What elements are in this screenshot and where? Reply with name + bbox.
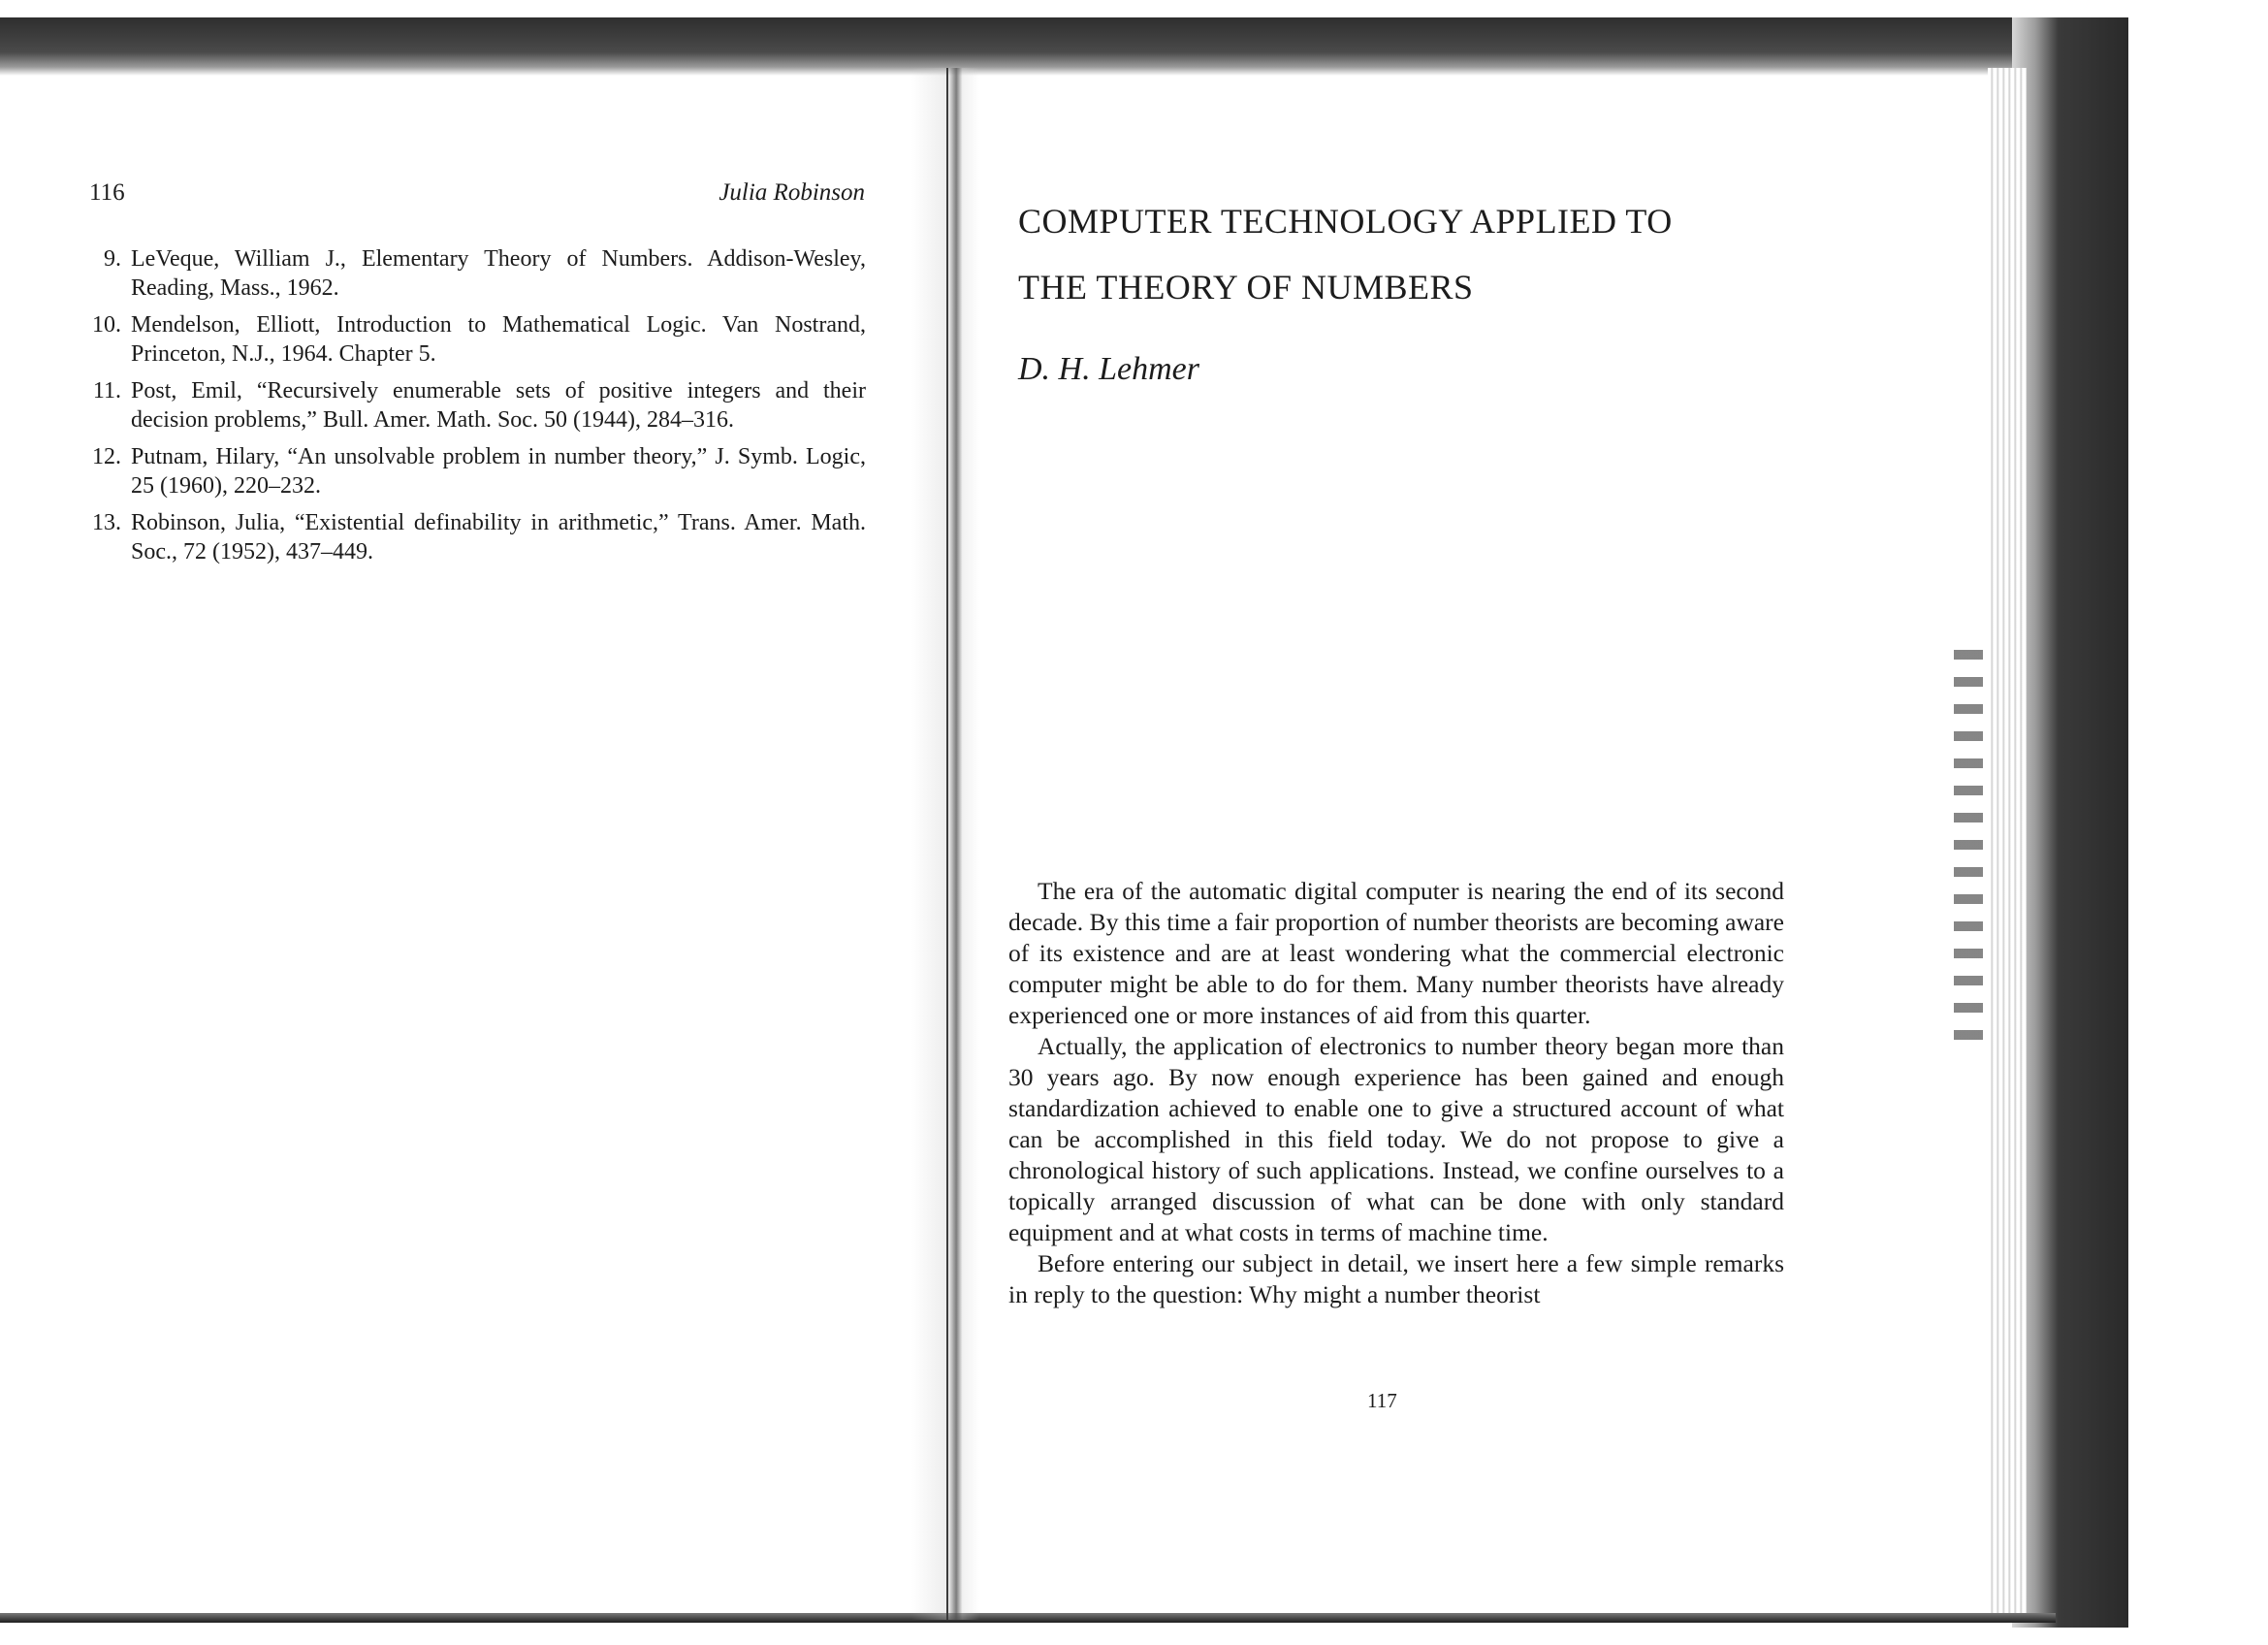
left-running-title: Julia Robinson bbox=[719, 179, 865, 206]
reference-number: 9. bbox=[104, 246, 121, 272]
article-body bbox=[1008, 876, 1784, 1310]
reference-text: Robinson, Julia, “Existential definability in arithmetic,” Trans. Amer. Math. Soc., 72 (1952), 437–449. bbox=[131, 510, 866, 564]
body-paragraph: Actually, the application of electronics to number theory began more than 30 years ago. By now enough experience has been gained and enough standardization achieved to enable one to give a structured account of what can be accomplished in this field today. We do not propose to give a chronological history of such applications. Instead, we confine ourselves to a topically arranged discussion of what can be done with only standard equipment and at what costs in terms of machine time. bbox=[1008, 1032, 1784, 1246]
reference-number: 11. bbox=[92, 378, 121, 403]
body-paragraph: Before entering our subject in detail, we insert here a few simple remarks in reply to the question: Why might a number theorist bbox=[1008, 1249, 1784, 1308]
reference-text: LeVeque, William J., Elementary Theory of Numbers. Addison-Wesley, Reading, Mass., 1962. bbox=[131, 246, 866, 301]
reference-item bbox=[82, 508, 866, 566]
reference-item bbox=[82, 442, 866, 500]
right-page-number: 117 bbox=[1367, 1389, 1397, 1412]
left-page-number: 116 bbox=[89, 179, 125, 206]
reference-item bbox=[82, 376, 866, 435]
reference-number: 12. bbox=[92, 444, 121, 469]
page-stack-edges bbox=[1988, 68, 2027, 1620]
book-cover-edge bbox=[2012, 17, 2128, 1628]
reference-list bbox=[82, 244, 866, 574]
article-title-line-2: THE THEORY OF NUMBERS bbox=[1018, 268, 1474, 306]
scanner-margin-top bbox=[0, 0, 2268, 19]
book-gutter bbox=[946, 68, 948, 1620]
scanner-shadow-top bbox=[0, 17, 2094, 76]
reference-number: 13. bbox=[92, 510, 121, 535]
article-author: D. H. Lehmer bbox=[1018, 351, 1199, 387]
reference-number: 10. bbox=[92, 312, 121, 338]
reference-item bbox=[82, 244, 866, 303]
ink-smudge bbox=[1954, 650, 1983, 1048]
reference-text: Putnam, Hilary, “An unsolvable problem in number theory,” J. Symb. Logic, 25 (1960), 220–232. bbox=[131, 444, 866, 499]
article-title-line-1: COMPUTER TECHNOLOGY APPLIED TO bbox=[1018, 202, 1673, 241]
book-spine-shadow bbox=[911, 68, 979, 1620]
body-paragraph: The era of the automatic digital computer is nearing the end of its second decade. By this time a fair proportion of number theorists are becoming aware of its existence and are at least wondering what the commercial electronic computer might be able to do for them. Many number theorists have already experienced one or more instances of aid from this quarter. bbox=[1008, 877, 1784, 1029]
reference-item bbox=[82, 310, 866, 369]
scanner-shadow-bottom bbox=[0, 1613, 2056, 1623]
reference-text: Post, Emil, “Recursively enumerable sets of positive integers and their decision problems,” Bull. Amer. Math. Soc. 50 (1944), 284–316. bbox=[131, 378, 866, 433]
reference-text: Mendelson, Elliott, Introduction to Mathematical Logic. Van Nostrand, Princeton, N.J., 1964. Chapter 5. bbox=[131, 312, 866, 367]
